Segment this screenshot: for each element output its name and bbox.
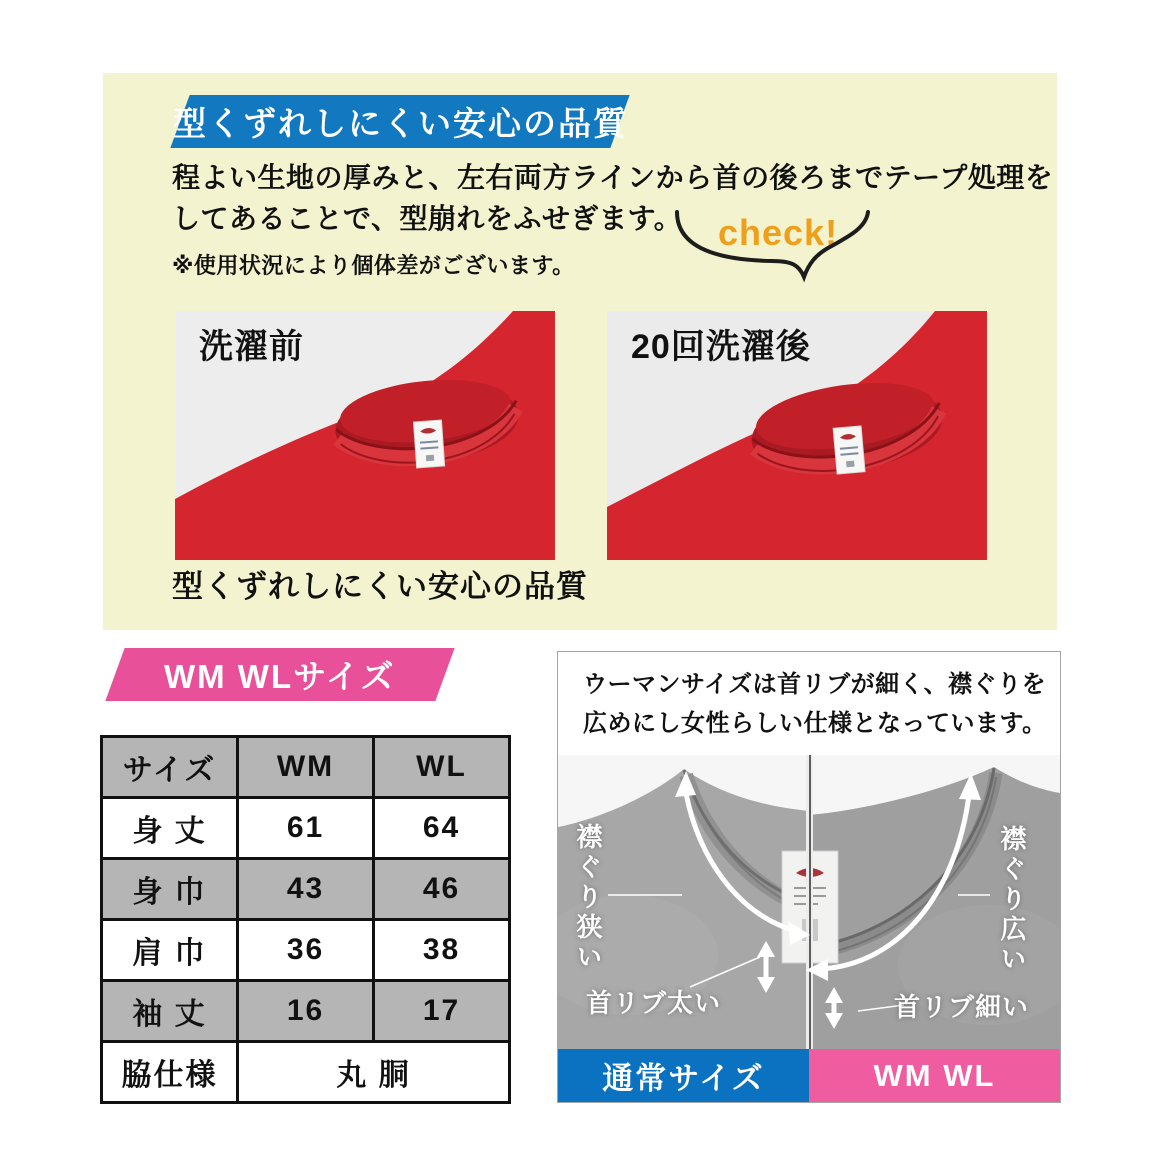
- photo-before-washing: [175, 311, 555, 560]
- brace-icon: [670, 205, 875, 287]
- woman-size-panel: [557, 651, 1061, 1103]
- row-label: 袖 丈: [102, 981, 238, 1042]
- quality-body-line2: してあることで、型崩れをふせぎます。: [172, 203, 683, 234]
- photo-after-washing: [607, 311, 987, 560]
- col-header-wl: WL: [374, 737, 510, 798]
- row-label: 肩 巾: [102, 920, 238, 981]
- wl-value: 38: [374, 920, 510, 981]
- size-table: [100, 735, 511, 1104]
- wm-value: 16: [238, 981, 374, 1042]
- quality-body-text: [172, 157, 1053, 239]
- photo-after-label: 20回洗濯後: [631, 328, 811, 366]
- wm-value: 36: [238, 920, 374, 981]
- table-row-body-width: [102, 859, 510, 920]
- quality-banner-text: 型くずれしにくい安心の品質: [172, 105, 628, 142]
- col-header-wm: WM: [238, 737, 374, 798]
- table-row-side-spec: [102, 1042, 510, 1103]
- panel-desc-line1: ウーマンサイズは首リブが細く、襟ぐりを: [583, 671, 1047, 698]
- wm-value: 61: [238, 798, 374, 859]
- quality-body-line1: 程よい生地の厚みと、左右両方ラインから首の後ろまでテープ処理を: [172, 162, 1054, 193]
- collar-comparison-photo: [558, 755, 1060, 1049]
- label-neck-narrow: 襟ぐり狭い: [573, 823, 603, 973]
- table-row-body-length: [102, 798, 510, 859]
- usage-note: ※使用状況により個体差がございます。: [172, 253, 575, 278]
- table-row-sleeve-length: [102, 981, 510, 1042]
- wm-value: 43: [238, 859, 374, 920]
- table-row-shoulder-width: [102, 920, 510, 981]
- care-label: [413, 420, 444, 468]
- bar-normal-size: 通常サイズ: [558, 1049, 809, 1102]
- row-label: 身 丈: [102, 798, 238, 859]
- size-table-header-row: [102, 737, 510, 798]
- panel-description: [583, 665, 1047, 743]
- quality-section: [103, 73, 1057, 630]
- bar-wm-wl: WM WL: [809, 1049, 1060, 1102]
- check-callout: check!: [718, 212, 839, 253]
- panel-desc-line2: 広めにし女性らしい仕様となっています。: [583, 710, 1047, 737]
- side-spec-value: 丸 胴: [238, 1042, 510, 1103]
- size-banner: [105, 648, 454, 701]
- quality-banner: [170, 95, 629, 148]
- wl-value: 17: [374, 981, 510, 1042]
- row-label: 身 巾: [102, 859, 238, 920]
- photo-before-label: 洗濯前: [199, 328, 304, 366]
- col-header-size: サイズ: [102, 737, 238, 798]
- wl-value: 46: [374, 859, 510, 920]
- row-label: 脇仕様: [102, 1042, 238, 1103]
- quality-caption: 型くずれしにくい安心の品質: [172, 569, 588, 604]
- comparison-bars: [558, 1049, 1060, 1102]
- size-banner-text: WM WLサイズ: [164, 658, 396, 695]
- care-label: [833, 426, 865, 474]
- wl-value: 64: [374, 798, 510, 859]
- label-rib-thin: 首リブ細い: [894, 992, 1030, 1022]
- label-neck-wide: 襟ぐり広い: [997, 825, 1027, 975]
- label-rib-thick: 首リブ太い: [586, 988, 722, 1018]
